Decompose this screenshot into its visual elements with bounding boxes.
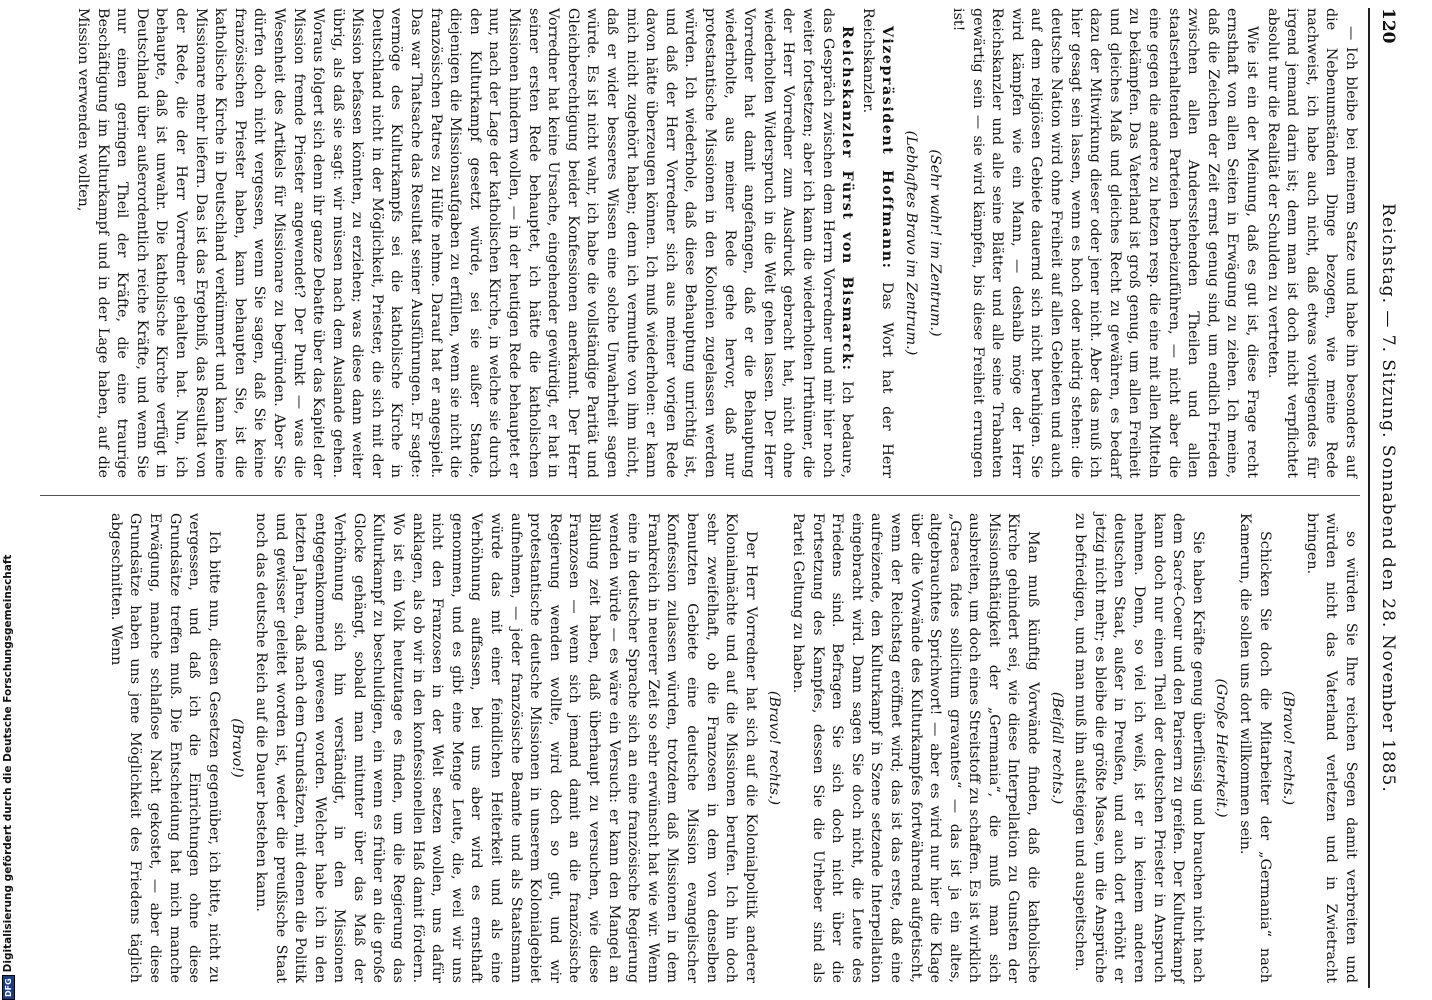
stage-direction: (Große Heiterkeit.) (1213, 678, 1230, 818)
paragraph: Wie ist ein der Meinung, daß es gut ist, diese Frage recht ernsthaft von allen Seiten in Erwägung zu ziehen. Ich meine, daß die Zeichen der Zeit ernst genug sind, um endlich Frieden zwischen allen Andersstehenden Theilen und allen staatserhaltenden Parteien herbeizuführen, — nicht aber die eine gegen die andere zu hetzen resp. die eine mit allen Mitteln zu bekämpfen. Das Vaterland ist groß genug, um allen Freiheit und gleiches Maß und gleiches Recht zu gewähren, es bedarf dazu der Mitwirkung dieser oder jener nicht. Aber das muß ich hier gesagt sein lassen, wenn es hoch oder niedrig stehen: die deutsche Nation wird ohne Freiheit auf allen Gebieten und auch auf dem religiösen Gebiete dauernd sich nicht beruhigen. Sie wird kämpfen wie ein Mann, — deshalb möge der Herr Reichskanzler und alle seine Blätter und alle seine Trabanten gewärtig sein — sie wird kämpfen, bis diese Freiheit errungen ist! (950, 8, 1261, 478)
stage-direction: (Bravo! rechts.) (1280, 690, 1297, 806)
paragraph: Ich bitte nun, diesen Gesetzen gegenüber, ich bitte, nicht zu vergessen, und daß ich die Einrichtungen ohne diese Grundsätze treffen muß. Die Entscheidung hat mich manche Erwägung, manche schlaflose Nacht gekostet, — aber diese Grundsätze haben uns jene Möglichkeit des Friedens täglich abgeschnitten. Wenn (107, 513, 222, 983)
paragraph: Man muß künftig Vorwände finden, daß die katholische Kirche gehindert sei, wie diese Interpellation zu Gunsten der Missionsthätigkeit der „Germania“, die muß man sich ausbreiten, um doch eines Streitstoff zu schaffen. Es ist wirklich „Graeca fides sollicitum gravantes“ — das ist ja ein altes, altgebrauchtes Sprichwort! — aber es wird nur hier die Klage über die Vorwände des Kulturkampfes fortwährend aufgetischt, wenn der Reichstag eröffnet wird; das ist das erste, daß eine aufreizende, den Kulturkampf in Szene setzende Interpellation eingebracht wird. Dann sagen Sie doch nicht, die Leute des Friedens sind. Befragen Sie sich doch nicht über die Fortsetzung des Kampfes, dessen Sie die Urheber sind als Partei Geltung zu haben. (789, 513, 1042, 983)
speech-text: Das Wort hat der Herr Reichskanzler. (859, 8, 896, 478)
speaker-name: Reichskanzler Fürst von Bismarck: (839, 26, 856, 372)
paragraph: Sie haben Kräfte genug überflüssig und brauchen nicht nach dem Sacré-Coeur und den Parisern zu greifen. Der Kulturkampf kann doch nur einen Theil der deutschen Priester in Anspruch nehmen. Denn, so viel ich weiß, ist er in keinem anderen deutschen Staat, außer in Preußen, und auch dort erhöht er jetzig nicht mehr; es bleibe die größte Masse, um die Ansprüche zu befriedigen, und man muß ihn aufsteigen und auspeitschen. (1072, 513, 1206, 983)
stage-direction: (Sehr wahr! im Zentrum.) (926, 149, 943, 337)
column-divider (40, 495, 1360, 496)
paragraph (72, 8, 856, 478)
speech-text: Ich bedaure, das Gespräch zwischen dem Herrn Vorredner und mir hier noch weiter fortsetzen; aber ich kann die wiederholten Irrthümer, die der Herr Vorredner zum Ausdruck gebracht hat, nicht ohne wiederholten Widerspruch in die Welt gehen lassen. Der Herr Vorredner hat damit angefangen, daß er die Behauptung wiederholte, aus meiner Rede gehe hervor, daß nur protestantische Missionen in den Kolonien zugelassen werden würden. Ich wiederhole, daß diese Behauptung unrichtig ist, und daß der Herr Vorredner sich aus meiner vorigen Rede davon hätte überzeugen können. Ich muß wiederholen: er kann mich nicht zugehört haben; denn ich vermuthe von ihm nicht, daß er wider besseres Wissen eine solche Unwahrheit sagen würde. Es ist nicht wahr, ich habe die vollständige Parität und Gleichberechtigung beider Konfessionen anerkannt. Der Herr Vorredner hat keine Ursache, eingehender gewürdigt, er hat in seiner ersten Rede behauptet, ich hätte die katholischen Missionen hindern wollen, — in der heutigen Rede behauptet er nur, nach der Lage der katholischen Kirche, in welche sie durch den Kulturkampf gesetzt würde, sei sie außer Stande, diejenigen die Missionsaufgaben zu erfüllen, wenn sie nicht die französischen Patres zu Hülfe nehme. Darauf hat er angespielt. Das war Thatsache das Resultat seiner Ausführungen. Er sagte: vermöge des Kulturkampfs sei die katholische Kirche in Deutschland nicht in der Möglichkeit, Priester, die sich mit der Mission befassen könnten, zu erziehen; was diese dann weiter übrig, als daß sie sagt: wir müssen nach dem Auslande gehen. Woraus folgert sich denn ihr ganze Debatte über das Kapitel der Mission fremde Priester angewendet? Der Punkt — was die Wesenheit des Artikels für Missionare zu begründen. Aber Sie dürfen doch nicht vergessen, wenn Sie sagen, daß Sie keine französischen Priester haben, kann behaupten Sie, ist die katholische Kirche in Deutschland verkümmert und kann keine Missionare mehr liefern. Das ist das Ergebniß, das Resultat von der Rede, die der Herr Vorredner gehalten hat. Nun, ich behaupte, daß ist unwahr. Die katholische Kirche verfügt in Deutschland über außerordentlich reiche Kräfte, und wenn Sie nur einen geringen Theil der Kräfte, die eine traurige Beschäftigung im Kulturkampf und in der Lage haben, auf die Mission verwenden wollten, (75, 8, 856, 478)
page-number: 120 (1378, 8, 1398, 44)
speaker-name: Vizepräsident Hoffmann: (879, 26, 896, 270)
stage-direction: (Bravo! rechts.) (766, 690, 783, 806)
paragraph: Der Herr Vorredner hat sich auf die Kolonialpolitik anderer Kolonialmächte und auf die Missionen berufen. Ich hin doch sehr zweifelhaft, ob die Franzosen in dem von denselben benutzten Gebiete eine deutsche Mission evangelischer Konfession zulassen würden, trotzdem daß Missionen in dem Frankreich in neuerer Zeit so sehr erwünscht hat wie wir. Wenn eine in deutscher Sprache sich an eine französische Regierung wenden würde — es wäre ein Versuch: er kann den Mangel an Bildung zeit haben, daß überhaupt zu versuchen, wie diese Franzosen — wenn sich jemand damit an die französische Regierung wenden wollte, wird doch so gut, und wir protestantische deutsche Missionen in unserem Kolonialgebiet aufnehmen, — jeder französische Beamte und als Staatsmann würde das mit einer feindlichen Heiterkeit und als eine Verhöhnung auffassen, bei uns aber wird es ernsthaft genommen, und es gibt eine Menge Leute, die, weil wir uns nicht den Franzosen in der Welt setzen wollen, uns dafür anklagen, als ob wir in den konfessionellen Haß damit fördern. Wo ist ein Volk heutzutage es finden, um die Regierung das Kulturkampf zu beschuldigen, ein wenn es früher an die große Glocke gehängt, sobald man mitunter über das Maß der Verhöhnung sich hin verständigt, in den Missionen entgegenkommend gewesen worden. Welcher habe ich in den letzten Jahren, daß nach dem Grundsätzen, mit denen die Politik und gewisser geleitet worden ist, weder die preußische Staat noch das deutsche Reich auf die Dauer bestehen kann. (252, 513, 759, 983)
header-rule (1368, 8, 1370, 988)
paragraph (857, 8, 896, 478)
side-credit-text: Digitalisierung gefördert durch die Deutsche Forschungsgemeinschaft (2, 554, 14, 973)
paragraph: Schicken Sie doch die Mitarbeiter der „Germania“ nach Kamerun, die sollen uns dort willkommen sein. (1237, 513, 1273, 983)
stage-direction: (Bravo!) (229, 718, 246, 778)
paragraph: so würden Sie Ihre reichen Segen damit verbreiten und würden nicht das Vaterland verletzen und in Zwietracht bringen. (1303, 513, 1359, 983)
paragraph: — Ich bleibe bei meinem Satze und habe ihn besonders auf die Nebenumständen Dinge bezogen, wie meine Rede nachweist, ich habe auch nicht, daß etwas vorliegendes für irgend jemand darin ist; denn man ist doch nicht verpflichtet absolut nur die Realität der Schulden zu vertreten. (1264, 8, 1359, 478)
dfg-logo: DFG (2, 975, 15, 1000)
stage-direction: (Beifall rechts.) (1048, 691, 1065, 805)
right-column (104, 513, 1360, 983)
page-header (1372, 8, 1400, 988)
document-page (30, 8, 1400, 988)
left-column (71, 8, 1360, 478)
stage-direction: (Lebhaftes Bravo im Zentrum.) (902, 130, 919, 356)
side-credit (2, 554, 18, 1000)
running-head: Reichstag. — 7. Sitzung. Sonnabend den 28. November 1885. (1378, 203, 1398, 793)
